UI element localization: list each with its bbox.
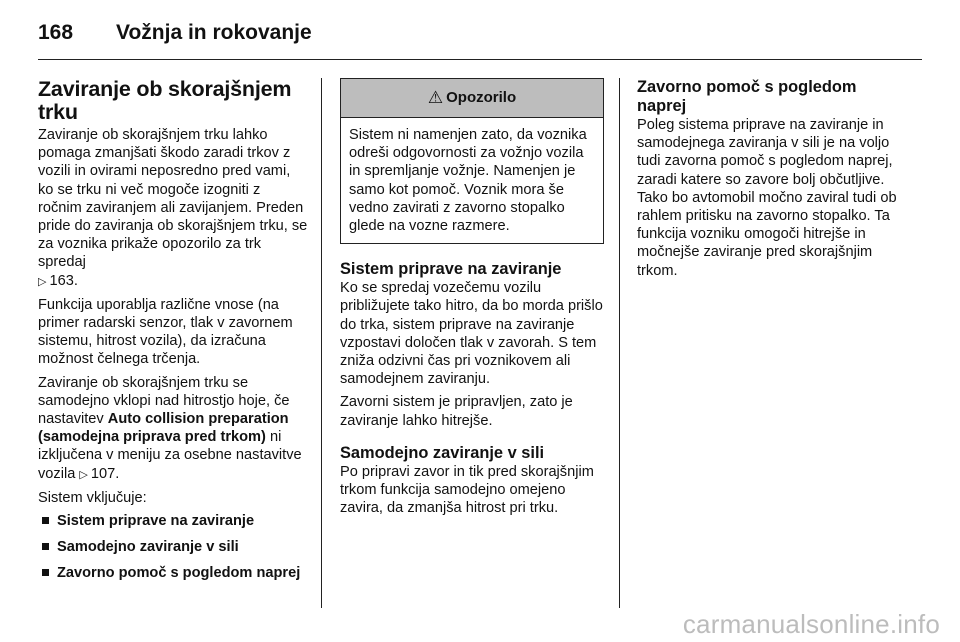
- bullet-square-icon: [42, 517, 49, 524]
- list-item: Zavorno pomoč s pogledom naprej: [38, 564, 308, 582]
- page-reference[interactable]: 163.: [49, 272, 78, 289]
- paragraph-text: ni izključena v meniju za osebne nastavitve vozila: [38, 429, 302, 482]
- chapter-title: Vožnja in rokovanje: [116, 21, 312, 44]
- menu-setting-name: Auto collision preparation (samodejna priprava pred trkom): [38, 411, 289, 446]
- paragraph: Funkcija uporablja različne vnose (na primer radarski senzor, tlak v zavornem sistemu, hitrost vozila), da izračuna možnost čelnega trčenja.: [38, 296, 293, 368]
- paragraph: Poleg sistema priprave na zaviranje in samodejnega zaviranja v sili je na voljo tudi zavorna pomoč s pogledom naprej, zaradi katere so zavore bolj občutljive. Tako bo avtomobil močno zaviral tudi ob rahlem pritisku na zavorno stopalko. Ta funkcija vozniku omogoči hitrejše in močnejše zaviranje pred skorajšnjim trkom.: [637, 117, 897, 279]
- page-header: [38, 16, 312, 50]
- section-title-forward-brake-assist: Zavorno pomoč s pogledom naprej: [637, 78, 857, 115]
- warning-box: [340, 78, 604, 244]
- warning-title: Opozorilo: [446, 88, 517, 106]
- page-reference-arrow-icon: ▷: [79, 468, 88, 481]
- paragraph: [38, 126, 308, 291]
- bullet-square-icon: [42, 543, 49, 550]
- warning-header: [341, 79, 603, 118]
- page-reference[interactable]: 107.: [90, 465, 120, 482]
- warning-triangle-icon: ⚠: [427, 87, 444, 107]
- section-title-emergency-braking: Samodejno zaviranje v sili: [340, 443, 545, 462]
- column-1: [38, 78, 308, 591]
- paragraph: Sistem vključuje:: [38, 489, 147, 506]
- watermark: carmanualsonline.info: [682, 609, 940, 639]
- section-title-brake-preparation: Sistem priprave na zaviranje: [340, 260, 562, 279]
- list-item: Samodejno zaviranje v sili: [38, 538, 308, 556]
- paragraph-text: Zaviranje ob skorajšnjem trku se samodejno vklopi nad hitrostjo hoje, če nastavitev: [38, 374, 290, 428]
- paragraph: Ko se spredaj vozečemu vozilu približujete tako hitro, da bo morda prišlo do trka, sistem priprave na zaviranje vzpostavi določen tlak v zavorah. S tem zniža odzivni čas pri voznikovem ali samodejnem zaviranju.: [340, 280, 603, 388]
- list-item: Sistem priprave na zaviranje: [38, 512, 308, 530]
- header-divider: [38, 59, 922, 60]
- column-divider: [619, 78, 620, 608]
- column-2: [340, 78, 604, 522]
- warning-text: Sistem ni namenjen zato, da voznika odreši odgovornosti za vožnjo vozila in spremljanje vožnje. Namenjen je samo kot pomoč. Voznik mora še vedno zavirati z zavorno stopalko glede na vozne razmere.: [349, 127, 587, 235]
- paragraph: Zavorni sistem je pripravljen, zato je zaviranje lahko hitrejše.: [340, 394, 573, 429]
- section-title-collision-braking: Zaviranje ob skorajšnjem trku: [38, 77, 292, 124]
- paragraph: Po pripravi zavor in tik pred skorajšnjim trkom funkcija samodejno omejeno zavira, da zmanjša hitrost pri trku.: [340, 463, 594, 517]
- page-reference-arrow-icon: ▷: [38, 275, 47, 288]
- page-number: 168: [38, 21, 74, 44]
- feature-list: [38, 512, 308, 583]
- bullet-square-icon: [42, 569, 49, 576]
- column-3: [637, 78, 905, 285]
- paragraph-text: Zaviranje ob skorajšnjem trku lahko pomaga zmanjšati škodo zaradi trkov z vozili in ovirami neposredno pred vami, ko se trku ni več mogoče izogniti z ročnim zaviranjem ali zavijanjem. Preden pride do zaviranja ob skorajšnjem trku, se za voznika prikaže opozorilo za trk spredaj: [38, 127, 308, 271]
- column-divider: [321, 78, 322, 608]
- paragraph: [38, 374, 308, 484]
